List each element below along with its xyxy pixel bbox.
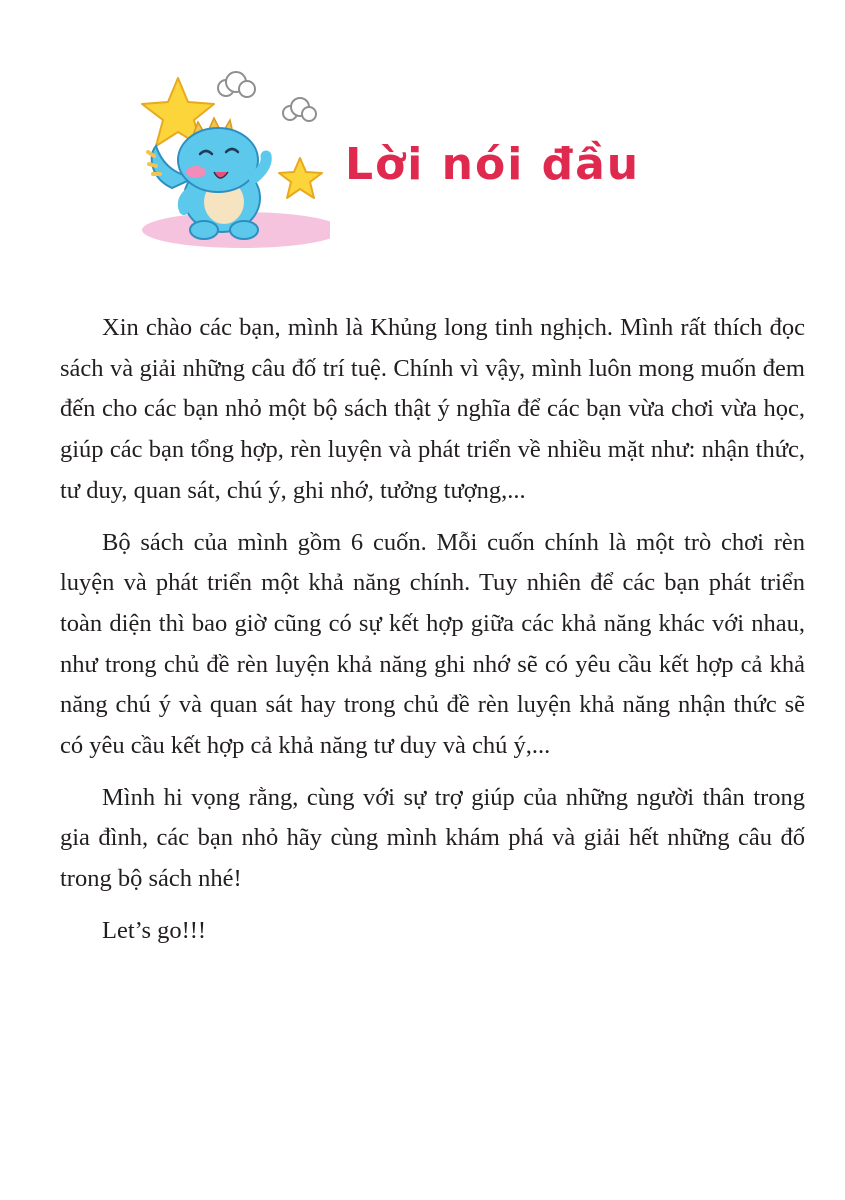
paragraph-hope: Mình hi vọng rằng, cùng với sự trợ giúp của những người thân trong gia đình, các bạn nhỏ hãy cùng mình khám phá và giải hết những câu đố trong bộ sách nhé! — [60, 783, 805, 893]
paragraph-intro: Xin chào các bạn, mình là Khủng long tinh nghịch. Mình rất thích đọc sách và giải những câu đố trí tuệ. Chính vì vậy, mình luôn mong muốn đem đến cho các bạn nhỏ một bộ sách thật ý nghĩa để các bạn vừa chơi vừa học, giúp các bạn tổng hợp, rèn luyện và phát triển về nhiều mặt như: nhận thức, tư duy, quan sát, chú ý, ghi nhớ, tưởng tượng,... — [60, 314, 805, 504]
paragraph-lets-go: Let’s go!!! — [102, 916, 207, 944]
dinosaur-mascot-icon — [130, 60, 330, 255]
page-header — [130, 60, 690, 260]
paragraph-book-series: Bộ sách của mình gồm 6 cuốn. Mỗi cuốn chính là một trò chơi rèn luyện và phát triển một khả năng chính. Tuy nhiên để các bạn phát triển toàn diện thì bao giờ cũng có sự kết hợp giữa các khả năng khác với nhau, như trong chủ đề rèn luyện khả năng ghi nhớ sẽ có yêu cầu kết hợp cả khả năng chú ý và quan sát hay trong chủ đề rèn luyện khả năng nhận thức sẽ có yêu cầu kết hợp cả khả năng tư duy và chú ý,... — [60, 528, 805, 760]
page-title: Lời nói đầu — [345, 139, 641, 190]
preface-body — [60, 308, 805, 963]
